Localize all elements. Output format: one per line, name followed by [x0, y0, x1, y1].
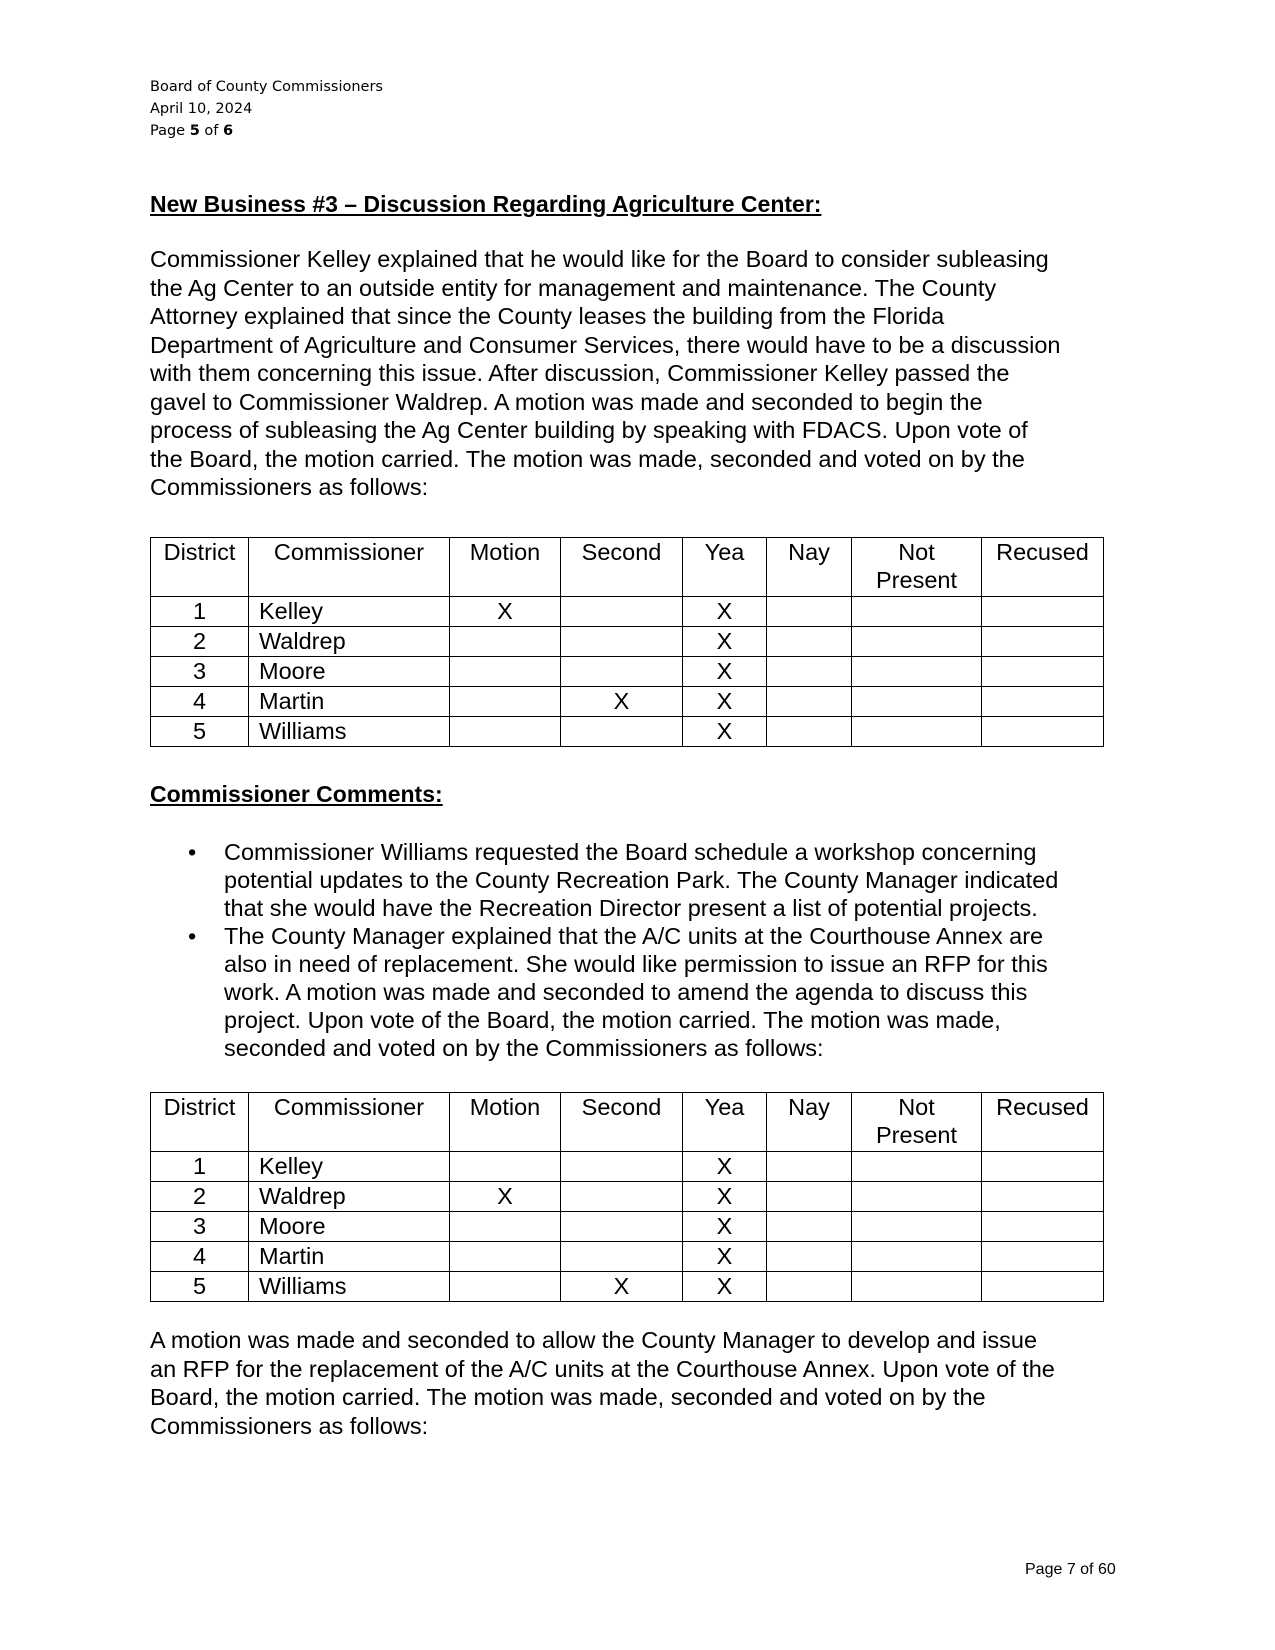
paragraph-line: the Board, the motion carried. The motion was made, seconded and voted on by the: [150, 445, 1025, 472]
cell-not-present: [852, 597, 982, 627]
cell-commissioner: Waldrep: [249, 627, 450, 657]
cell-nay: [767, 1242, 852, 1272]
vote-table-1: [150, 537, 1104, 747]
bullet-line: that she would have the Recreation Director present a list of potential projects.: [224, 895, 1038, 921]
cell-not-present: [852, 1242, 982, 1272]
column-header-nay: Nay: [767, 1093, 852, 1152]
bullet-icon: •: [188, 839, 197, 865]
column-header-nay: Nay: [767, 538, 852, 597]
cell-second: [561, 717, 683, 747]
cell-recused: [982, 597, 1104, 627]
cell-second: [561, 597, 683, 627]
column-header-recused: Recused: [982, 1093, 1104, 1152]
cell-motion: [450, 657, 561, 687]
cell-district: 3: [151, 1212, 249, 1242]
cell-yea: X: [683, 1242, 767, 1272]
cell-nay: [767, 597, 852, 627]
cell-district: 5: [151, 717, 249, 747]
cell-second: [561, 1152, 683, 1182]
cell-motion: [450, 717, 561, 747]
cell-yea: X: [683, 687, 767, 717]
cell-recused: [982, 1212, 1104, 1242]
cell-yea: X: [683, 597, 767, 627]
column-header-second: Second: [561, 538, 683, 597]
table-row: [151, 1182, 1104, 1212]
cell-district: 4: [151, 687, 249, 717]
table-row: [151, 597, 1104, 627]
table-row: [151, 1152, 1104, 1182]
cell-not-present: [852, 1182, 982, 1212]
cell-yea: X: [683, 1212, 767, 1242]
list-item: [150, 922, 1058, 1062]
cell-yea: X: [683, 717, 767, 747]
cell-commissioner: Waldrep: [249, 1182, 450, 1212]
cell-commissioner: Kelley: [249, 1152, 450, 1182]
bullet-line: work. A motion was made and seconded to amend the agenda to discuss this: [224, 979, 1028, 1005]
table-row: [151, 1212, 1104, 1242]
column-header-district: District: [151, 538, 249, 597]
cell-district: 3: [151, 657, 249, 687]
column-header-not-present: [852, 538, 982, 597]
cell-district: 1: [151, 597, 249, 627]
table-row: [151, 687, 1104, 717]
paragraph-line: Commissioner Kelley explained that he would like for the Board to consider subleasing: [150, 246, 1049, 272]
table-row: [151, 1272, 1104, 1302]
paragraph-line: Attorney explained that since the County leases the building from the Florida: [150, 303, 945, 329]
column-header-not-present: [852, 1093, 982, 1152]
header-page-of: of: [199, 123, 224, 139]
cell-motion: [450, 1152, 561, 1182]
cell-commissioner: Williams: [249, 717, 450, 747]
cell-motion: [450, 687, 561, 717]
cell-not-present: [852, 687, 982, 717]
cell-yea: X: [683, 657, 767, 687]
vote-table-2: [150, 1092, 1104, 1302]
cell-nay: [767, 657, 852, 687]
not-present-line-2: Present: [876, 1122, 957, 1148]
cell-nay: [767, 627, 852, 657]
cell-recused: [982, 657, 1104, 687]
header-page-number: 5: [189, 123, 200, 139]
paragraph-line: process of subleasing the Ag Center building by speaking with FDACS. Upon vote of: [150, 417, 1028, 443]
cell-yea: X: [683, 627, 767, 657]
cell-yea: X: [683, 1182, 767, 1212]
cell-not-present: [852, 717, 982, 747]
paragraph-line: Commissioners as follows:: [150, 1412, 429, 1439]
cell-second: [561, 627, 683, 657]
column-header-yea: Yea: [683, 538, 767, 597]
comments-bullet-list: [150, 838, 1058, 1062]
cell-not-present: [852, 1212, 982, 1242]
cell-nay: [767, 1272, 852, 1302]
column-header-recused: Recused: [982, 538, 1104, 597]
not-present-line-1: Not: [898, 539, 935, 565]
cell-district: 2: [151, 1182, 249, 1212]
cell-second: [561, 657, 683, 687]
table-row: [151, 657, 1104, 687]
bullet-icon: •: [188, 923, 197, 949]
section1-paragraph: [150, 245, 1130, 502]
cell-second: X: [561, 1272, 683, 1302]
cell-commissioner: Martin: [249, 687, 450, 717]
list-item: [150, 838, 1058, 922]
cell-recused: [982, 1152, 1104, 1182]
header-org: Board of County Commissioners: [150, 79, 383, 95]
paragraph-line: with them concerning this issue. After discussion, Commissioner Kelley passed the: [150, 360, 1010, 386]
header-page-prefix: Page: [150, 123, 190, 139]
bullet-line: project. Upon vote of the Board, the motion carried. The motion was made,: [224, 1007, 1001, 1033]
cell-second: [561, 1182, 683, 1212]
bullet-line: The County Manager explained that the A/C units at the Courthouse Annex are: [224, 923, 1044, 949]
cell-nay: [767, 687, 852, 717]
cell-not-present: [852, 627, 982, 657]
bullet-line: Commissioner Williams requested the Board schedule a workshop concerning: [224, 839, 1037, 865]
table-row: [151, 717, 1104, 747]
section3-paragraph: [150, 1326, 1130, 1440]
paragraph-line: Department of Agriculture and Consumer Services, there would have to be a discussion: [150, 331, 1061, 358]
cell-recused: [982, 687, 1104, 717]
header-page-total: 6: [223, 123, 234, 139]
paragraph-line: A motion was made and seconded to allow the County Manager to develop and issue: [150, 1327, 1038, 1353]
table-row: [151, 627, 1104, 657]
header-date: April 10, 2024: [150, 101, 253, 117]
cell-nay: [767, 1152, 852, 1182]
paragraph-line: Board, the motion carried. The motion was made, seconded and voted on by the: [150, 1384, 986, 1410]
cell-motion: [450, 1242, 561, 1272]
cell-recused: [982, 1182, 1104, 1212]
cell-district: 2: [151, 627, 249, 657]
cell-second: [561, 1212, 683, 1242]
column-header-commissioner: Commissioner: [249, 1093, 450, 1152]
header-page: [150, 120, 383, 142]
paragraph-line: the Ag Center to an outside entity for management and maintenance. The County: [150, 274, 997, 301]
bullet-line: seconded and voted on by the Commissioners as follows:: [224, 1035, 824, 1061]
cell-district: 4: [151, 1242, 249, 1272]
column-header-district: District: [151, 1093, 249, 1152]
cell-recused: [982, 1272, 1104, 1302]
cell-commissioner: Moore: [249, 657, 450, 687]
cell-commissioner: Kelley: [249, 597, 450, 627]
section-heading-new-business: New Business #3 – Discussion Regarding Agriculture Center:: [150, 191, 822, 217]
section-heading-commissioner-comments: Commissioner Comments:: [150, 781, 443, 807]
cell-yea: X: [683, 1272, 767, 1302]
paragraph-line: Commissioners as follows:: [150, 474, 429, 500]
cell-motion: [450, 1272, 561, 1302]
paragraph-line: gavel to Commissioner Waldrep. A motion was made and seconded to begin the: [150, 388, 983, 415]
cell-not-present: [852, 657, 982, 687]
vote-table-header-row: [151, 1093, 1104, 1152]
cell-commissioner: Martin: [249, 1242, 450, 1272]
cell-recused: [982, 1242, 1104, 1272]
cell-motion: X: [450, 597, 561, 627]
column-header-commissioner: Commissioner: [249, 538, 450, 597]
cell-nay: [767, 717, 852, 747]
bullet-line: potential updates to the County Recreation Park. The County Manager indicated: [224, 867, 1059, 893]
cell-district: 1: [151, 1152, 249, 1182]
cell-nay: [767, 1212, 852, 1242]
cell-motion: [450, 1212, 561, 1242]
cell-not-present: [852, 1272, 982, 1302]
document-header: [150, 76, 383, 142]
cell-recused: [982, 627, 1104, 657]
vote-table-header-row: [151, 538, 1104, 597]
not-present-line-1: Not: [898, 1094, 935, 1120]
cell-motion: [450, 627, 561, 657]
cell-second: X: [561, 687, 683, 717]
cell-nay: [767, 1182, 852, 1212]
column-header-motion: Motion: [450, 538, 561, 597]
cell-commissioner: Williams: [249, 1272, 450, 1302]
paragraph-line: an RFP for the replacement of the A/C units at the Courthouse Annex. Upon vote of the: [150, 1355, 1055, 1382]
page-footer: Page 7 of 60: [1025, 1561, 1116, 1578]
column-header-second: Second: [561, 1093, 683, 1152]
cell-second: [561, 1242, 683, 1272]
cell-recused: [982, 717, 1104, 747]
cell-commissioner: Moore: [249, 1212, 450, 1242]
table-row: [151, 1242, 1104, 1272]
bullet-line: also in need of replacement. She would like permission to issue an RFP for this: [224, 951, 1048, 977]
column-header-motion: Motion: [450, 1093, 561, 1152]
column-header-yea: Yea: [683, 1093, 767, 1152]
cell-district: 5: [151, 1272, 249, 1302]
cell-motion: X: [450, 1182, 561, 1212]
cell-not-present: [852, 1152, 982, 1182]
cell-yea: X: [683, 1152, 767, 1182]
not-present-line-2: Present: [876, 567, 957, 593]
